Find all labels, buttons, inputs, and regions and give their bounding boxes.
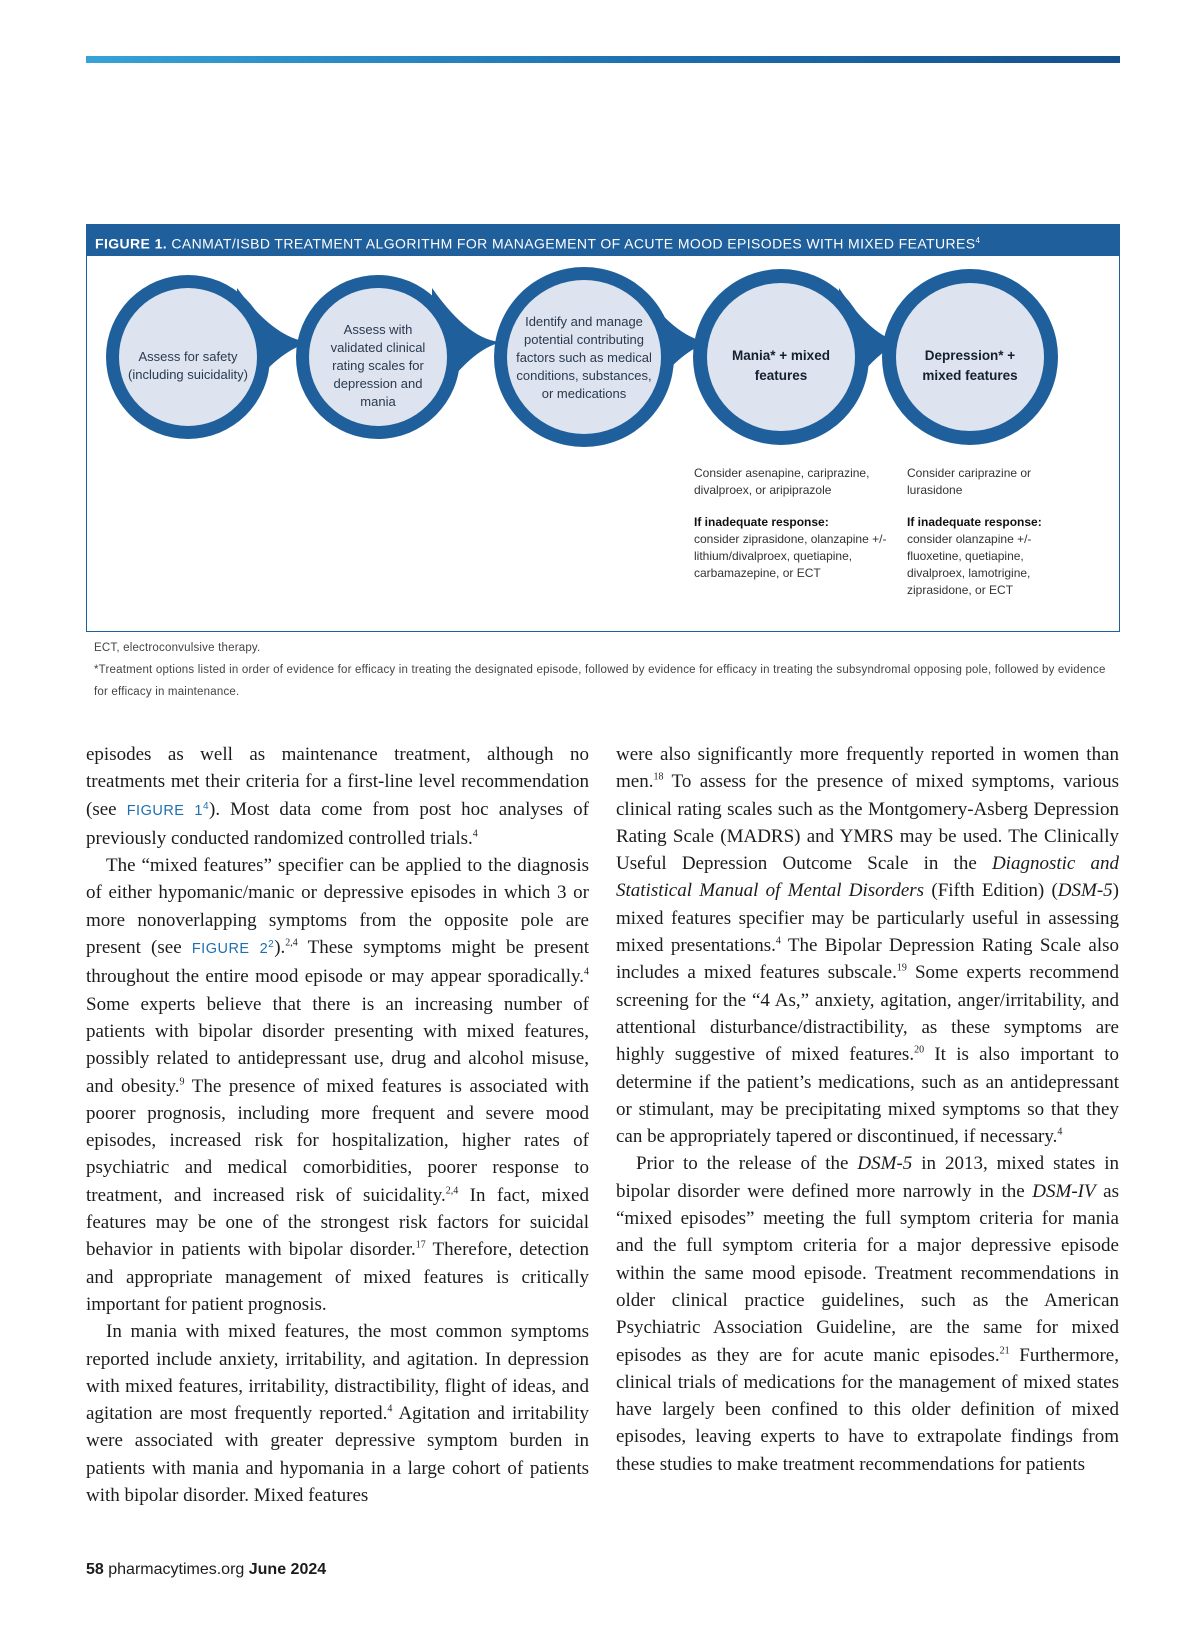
footnote: *Treatment options listed in order of evidence for efficacy in treating the designated episode, followed by evidence for efficacy in treating the subsyndromal opposing pole, followed by evidence for efficacy in maintenance. <box>94 664 1106 698</box>
mania-inadequate-label: If inadequate response: <box>694 515 829 529</box>
figure-notes <box>94 637 1114 703</box>
figure-1 <box>86 224 1120 632</box>
mania-options <box>694 465 894 582</box>
paragraph: The “mixed features” specifier can be applied to the diagnosis of either hypomanic/manic or depressive episodes in which 3 or more nonoverlapping symptoms from the opposite pole are present (see FIGURE $2^2).^{2,4}$ These symptoms might be present throughout the entire mood episode or may appear sporadically.$^4$ Some experts believe that there is an increasing number of patients with bipolar disorder presenting with mixed features, possibly related to antidepressant use, drug and alcohol misuse, and obesity.$^9$ The presence of mixed features is associated with poorer prognosis, including more frequent and severe mood episodes, increased risk for hospitalization, higher rates of psychiatric and medical comorbidities, poorer response to treatment, and increased risk of suicidality.$^{2,4}$ In fact, mixed features may be one of the strongest risk factors for suicidal behavior in patients with bipolar disorder.$^{17}$ Therefore, detection and appropriate management of mixed features is critically important for patient prognosis. <box>86 855 589 1315</box>
figure-title-ref: 4 <box>975 236 981 245</box>
mania-first-line: Consider asenapine, cariprazine, divalproex, or aripiprazole <box>694 466 870 497</box>
page-footer <box>86 1561 326 1579</box>
figure-header <box>87 225 1119 256</box>
abbreviation-note: ECT, electroconvulsive therapy. <box>94 642 261 654</box>
footer-date: June 2024 <box>248 1561 327 1578</box>
depression-options <box>907 465 1057 599</box>
figure-2-reference[interactable]: FIGURE $2^2$ <box>191 939 275 958</box>
mania-inadequate-text: consider ziprasidone, olanzapine +/- lithium/divalproex, quetiapine, carbamazepine, or ECT <box>694 532 887 580</box>
paragraph: Prior to the release of the DSM-5 in 2013, mixed states in bipolar disorder were defined more narrowly in the DSM-IV as “mixed episodes” meeting the full symptom criteria for mania and the full symptom criteria for a major depressive episode within the same mood episode. Treatment recommendations in older clinical practice guidelines, such as the American Psychiatric Association Guideline, are the same for mixed episodes as they are for acute manic episodes.$^{21}$ Furthermore, clinical trials of medications for the management of mixed states have largely been confined to this older definition of mixed episodes, leaving experts to have to extrapolate findings from these studies to make treatment recommendations for patients <box>616 1153 1120 1475</box>
step-1-text: Assess for safety (including suicidality) <box>128 349 248 382</box>
footer-site[interactable]: pharmacytimes.org <box>108 1561 245 1578</box>
page-number: 58 <box>86 1561 104 1578</box>
step-3-text: Identify and manage potential contributing factors such as medical conditions, substances, or medications <box>516 314 652 401</box>
figure-label: FIGURE 1. <box>95 235 168 252</box>
paragraph: In mania with mixed features, the most common symptoms reported include anxiety, irritability, and agitation. In depression with mixed features, irritability, distractibility, flight of ideas, and agitation are most frequently reported.$^4$ Agitation and irritability were associated with greater depressive symptom burden in patients with mania and hypomania in a large cohort of patients with bipolar disorder. Mixed features <box>86 1321 589 1507</box>
figure-1-reference[interactable]: FIGURE $1^4$ <box>126 800 209 819</box>
depression-inadequate-text: consider olanzapine +/- fluoxetine, quetiapine, divalproex, lamotrigine, ziprasidone, or ECT <box>907 532 1032 597</box>
body-column-left <box>86 741 589 1509</box>
body-column-right <box>616 741 1119 1478</box>
step-2-text: Assess with validated clinical rating scales for depression and mania <box>330 322 426 409</box>
paragraph: were also significantly more frequently reported in women than men.$^{18}$ To assess for the presence of mixed symptoms, various clinical rating scales such as the Montgomery-Asberg Depression Rating Scale (MADRS) and YMRS may be used. The Clinically Useful Depression Outcome Scale in the Diagnostic and Statistical Manual of Mental Disorders (Fifth Edition) (DSM-5) mixed features specifier may be particularly useful in assessing mixed presentations.$^4$ The Bipolar Depression Rating Scale also includes a mixed features subscale.$^{19}$ Some experts recommend screening for the “4 As,” anxiety, agitation, anger/irritability, and attentional disturbance/distractibility, as these symptoms are highly suggestive of mixed features.$^{20}$ It is also important to determine if the patient’s medications, such as an antidepressant or stimulant, may be precipitating mixed symptoms so that they can be appropriately tapered or discontinued, if necessary.$^4$ <box>616 744 1119 1148</box>
step-5-text: Depression* + mixed features <box>922 348 1018 383</box>
depression-inadequate-label: If inadequate response: <box>907 515 1042 529</box>
top-accent-bar <box>86 56 1120 63</box>
figure-title: CANMAT/ISBD TREATMENT ALGORITHM FOR MANAGEMENT OF ACUTE MOOD EPISODES WITH MIXED FEATURES <box>171 235 976 252</box>
step-4-text: Mania* + mixed features <box>732 348 830 383</box>
depression-first-line: Consider cariprazine or lurasidone <box>907 466 1032 497</box>
paragraph: episodes as well as maintenance treatment, although no treatments met their criteria for a first-line level recommendation (see FIGURE $1^4$). Most data come from post hoc analyses of previously conducted randomized controlled trials.$^4$ <box>86 744 590 849</box>
